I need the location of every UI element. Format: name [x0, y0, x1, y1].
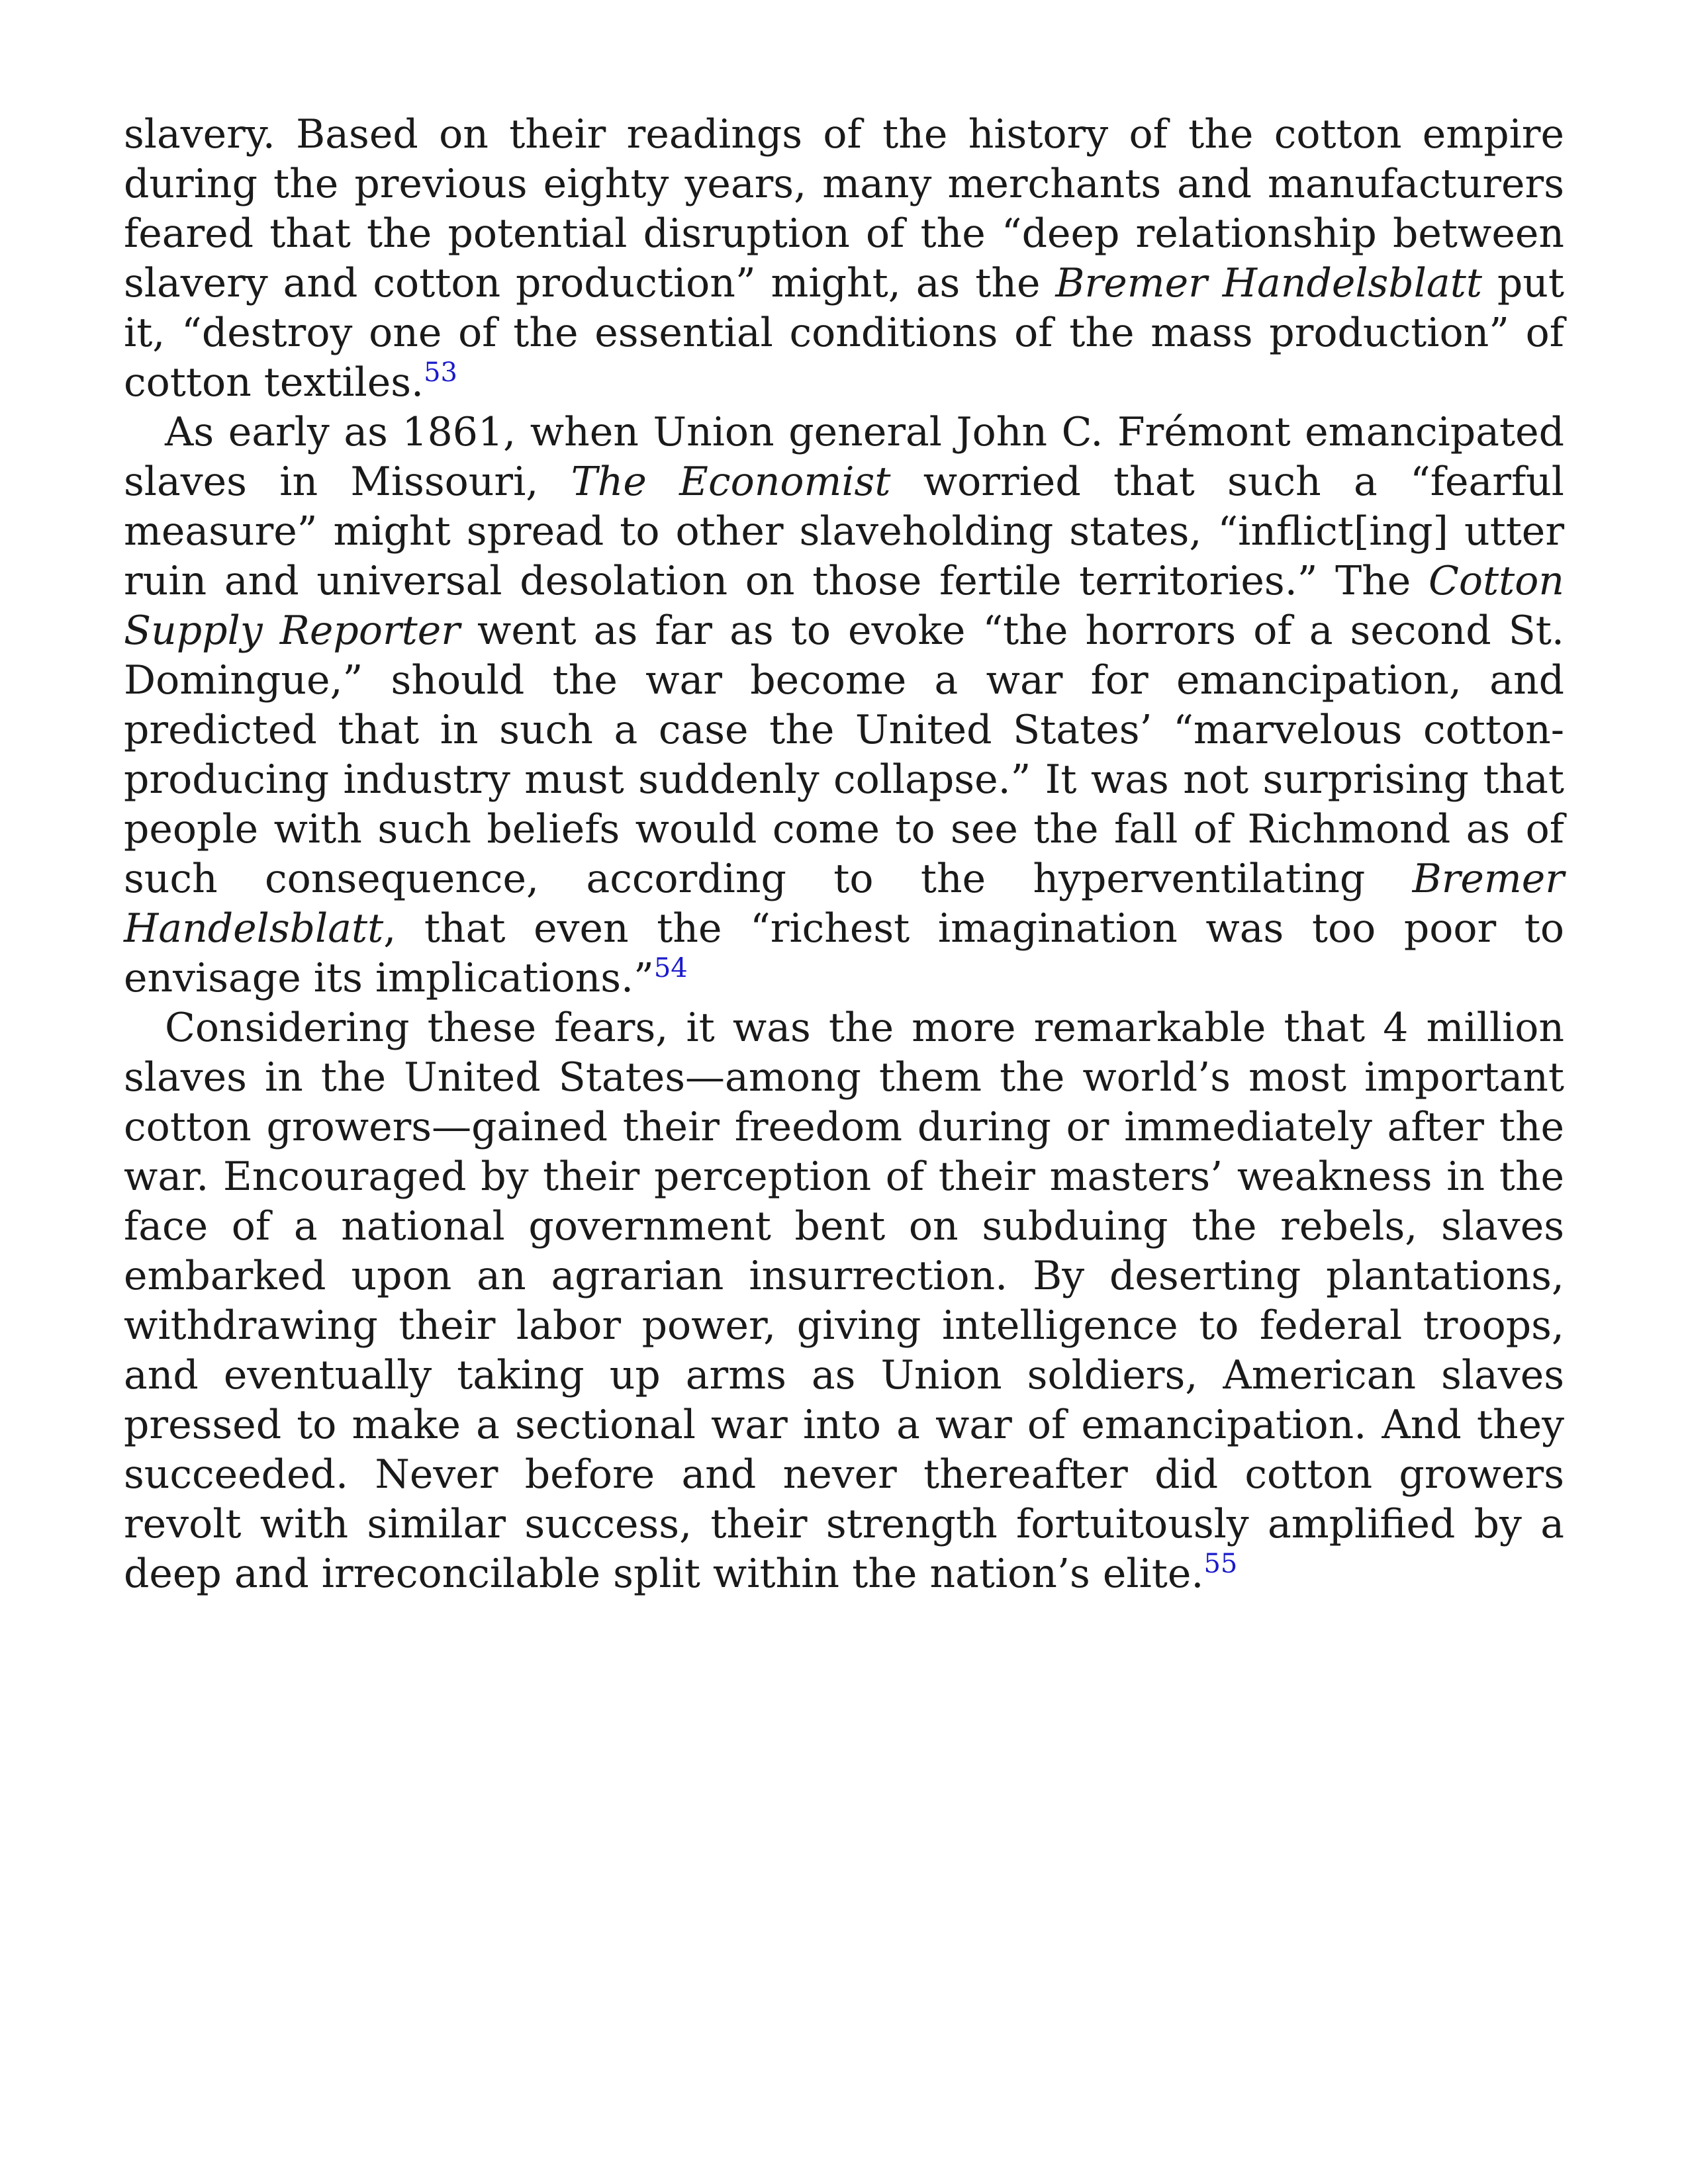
footnote-ref-53[interactable]: 53: [424, 357, 458, 388]
text-run: Considering these fears, it was the more remarkable that 4 million slaves in the United States—among them the world’s most important cotton growers—gained their freedom during or immediately after the war. Encouraged by their perception of their masters’ weakness in the face of a national government bent on subduing the rebels, slaves embarked upon an agrarian insurrection. By deserting plantations, withdrawing their labor power, giving intelligence to federal troops, and eventually taking up arms as Union soldiers, American slaves pressed to make a sectional war into a war of emancipation. And they succeeded. Never before and never thereafter did cotton growers revolt with similar success, their strength fortuitously amplified by a deep and irreconcilable split within the nation’s elite.: [124, 1005, 1564, 1597]
text-run: worried that such a “fearful measure” might spread to other slaveholding states, “inflict[ing] utter ruin and universal desolation on those fertile territories.” The: [124, 459, 1564, 604]
text-run: slavery. Based on their readings of the history of the cotton empire during the previous eighty years, many merchants and manufacturers feared that the potential disruption of the “deep relationship between slavery and cotton production” might, as the: [124, 111, 1564, 306]
text-run: went as far as to evoke “the horrors of a second St. Domingue,” should the war become a war for emancipation, and predicted that in such a case the United States’ “marvelous cotton-producing industry must suddenly collapse.” It was not surprising that people with such beliefs would come to see the fall of Richmond as of such consequence, according to the hyperventilating: [124, 608, 1564, 902]
italic-title: Bremer Handelsblatt: [124, 856, 1564, 952]
paragraph: [124, 1003, 1564, 1599]
page-text: [124, 110, 1564, 1599]
footnote-ref-55[interactable]: 55: [1203, 1549, 1238, 1579]
paragraph: [124, 408, 1564, 1003]
italic-title: Cotton Supply Reporter: [124, 558, 1564, 654]
paragraph: [124, 110, 1564, 408]
text-run: put it, “destroy one of the essential conditions of the mass production” of cotton textiles.: [124, 260, 1565, 406]
text-run: , that even the “richest imagination was too poor to envisage its implications.”: [124, 905, 1564, 1001]
text-run: As early as 1861, when Union general John C. Frémont emancipated slaves in Missouri,: [124, 409, 1564, 505]
footnote-ref-54[interactable]: 54: [653, 953, 688, 983]
italic-title: The Economist: [571, 459, 891, 505]
italic-title: Bremer Handelsblatt: [1055, 260, 1482, 306]
